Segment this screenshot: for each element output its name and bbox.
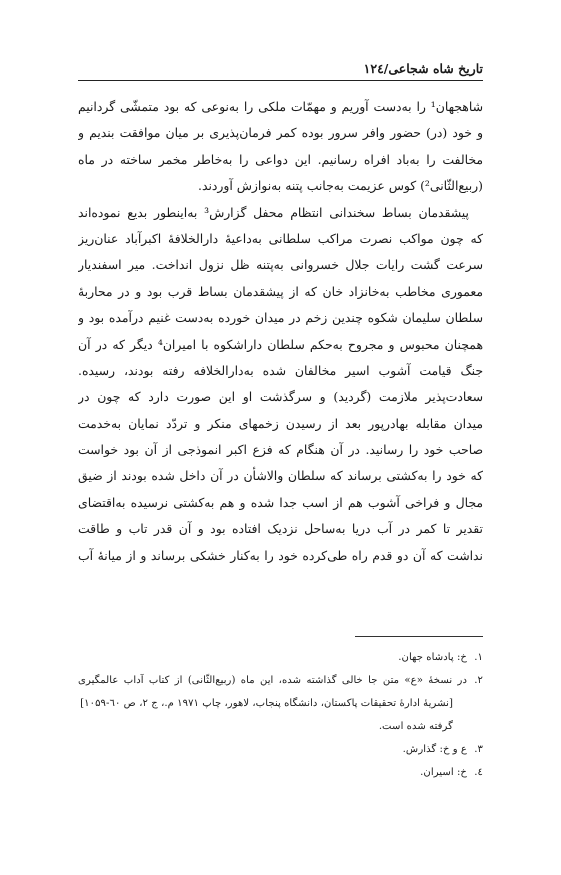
text-line: معموری مخاطب به‌خانزاد خان که از پیشقدمان بساط قرب بود و در محاربهٔ <box>78 283 483 299</box>
text-line: که چون مواکب نصرت مراکب سلطانی به‌داعیهٔ دارالخلافهٔ اکبرآباد عنان‌ریز <box>78 230 483 246</box>
footnotes <box>78 646 483 784</box>
text-line: شاهجهان¹ را به‌دست آوریم و مهمّات ملکی را به‌نوعی که بود متمشّی گردانیم <box>78 99 483 114</box>
footnote-2-continued <box>78 692 483 715</box>
footnote-rule <box>355 636 483 637</box>
text-line: میدان مقابله بهادرپور بعد از رسیدن زخمهای منکر و تردّد نمایان به‌خدمت <box>78 415 483 431</box>
footnote-text: گرفته شده است. <box>378 721 453 732</box>
footnote-text: خ: اسیران. <box>420 767 467 778</box>
footnote-1 <box>78 646 483 669</box>
text-line: نداشت که آن دو قدم راه طی‌کرده خود را به‌کنار خشکی برساند و از میانهٔ آب <box>78 547 483 563</box>
footnote-3 <box>78 738 483 761</box>
footnote-number: ٤. <box>474 767 483 778</box>
text-line: (ربیع‌الثّانی²) کوس عزیمت به‌جانب پتنه به‌نوازش آوردند. <box>198 178 483 194</box>
text-line: که خود را به‌کشتی برساند که سلطان والاشأن در آن داخل شده بودند از ضیق <box>78 468 483 484</box>
text-line: سرعت گشت رایات جلال خسروانی به‌پتنه ظل نزول انداخت. میر اسفندیار <box>78 257 483 273</box>
footnote-text: در نسخهٔ «ع» متن جا خالی گذاشته شده، این ماه (ربیع‌الثّانی) از کتاب آداب عالمگیری <box>78 675 467 686</box>
running-header: تاریخ شاه شجاعی/۱۲٤ <box>363 61 483 76</box>
text-line: مخالفت را به‌باد افراه رسانیم. این دواعی را به‌خاطر مخمر ساخته در ماه <box>78 151 483 167</box>
footnote-2 <box>78 669 483 692</box>
footnote-number: ۲. <box>474 675 483 686</box>
text-line: و خود (در) حضور وافر سرور بوده کمر فرمان‌پذیری بر میان موافقت بندیم و <box>78 125 483 141</box>
footnote-text: ع و خ: گذارش. <box>402 744 467 755</box>
text-line: جنگ قیامت آشوب اسیر مخالفان شده به‌دارالخلافه رفته بودند، رسیده. <box>78 362 483 378</box>
header-rule <box>78 80 483 81</box>
text-line: پیشقدمان بساط سخندانی انتظام محفل گزارش³ به‌اینطور بدیع نموده‌اند <box>78 204 469 220</box>
footnote-text: [نشریهٔ ادارهٔ تحقیقات پاکستان، دانشگاه پنجاب، لاهور، چاپ ۱۹۷۱ م.، ج ۲، ص ٦۰-۱۰۵۹] <box>80 698 453 709</box>
text-line: همچنان محبوس و مجروح به‌حکم سلطان داراشکوه با امیران⁴ دیگر که در آن <box>78 336 483 352</box>
footnote-text: خ: پادشاه جهان. <box>398 652 467 663</box>
text-line: تقدیر تا کمر در آب دریا به‌ساحل نزدیک افتاده بود و آن قدر تاب و طاقت <box>78 521 483 537</box>
footnote-2-continued <box>78 715 483 738</box>
footnote-number: ۳. <box>474 744 483 755</box>
footnote-number: ۱. <box>474 652 483 663</box>
text-line: سلطان سلیمان شکوه چندین زخم در میدان خورده به‌دست غنیم درآمده بود و <box>78 310 483 326</box>
footnote-4 <box>78 761 483 784</box>
text-line: سعادت‌پذیر ملازمت (گردید) و سرگذشت او این صورت دارد که چون در <box>78 389 483 405</box>
text-line: صاحب خود را رسانید. در آن هنگام که فزع اکبر انموذجی از آن بود خواست <box>78 442 483 458</box>
text-line: مجال و فراخی آشوب هم از اسب جدا شده و هم به‌کشتی نرسیده به‌اقتضای <box>78 494 483 510</box>
main-text <box>78 94 483 569</box>
